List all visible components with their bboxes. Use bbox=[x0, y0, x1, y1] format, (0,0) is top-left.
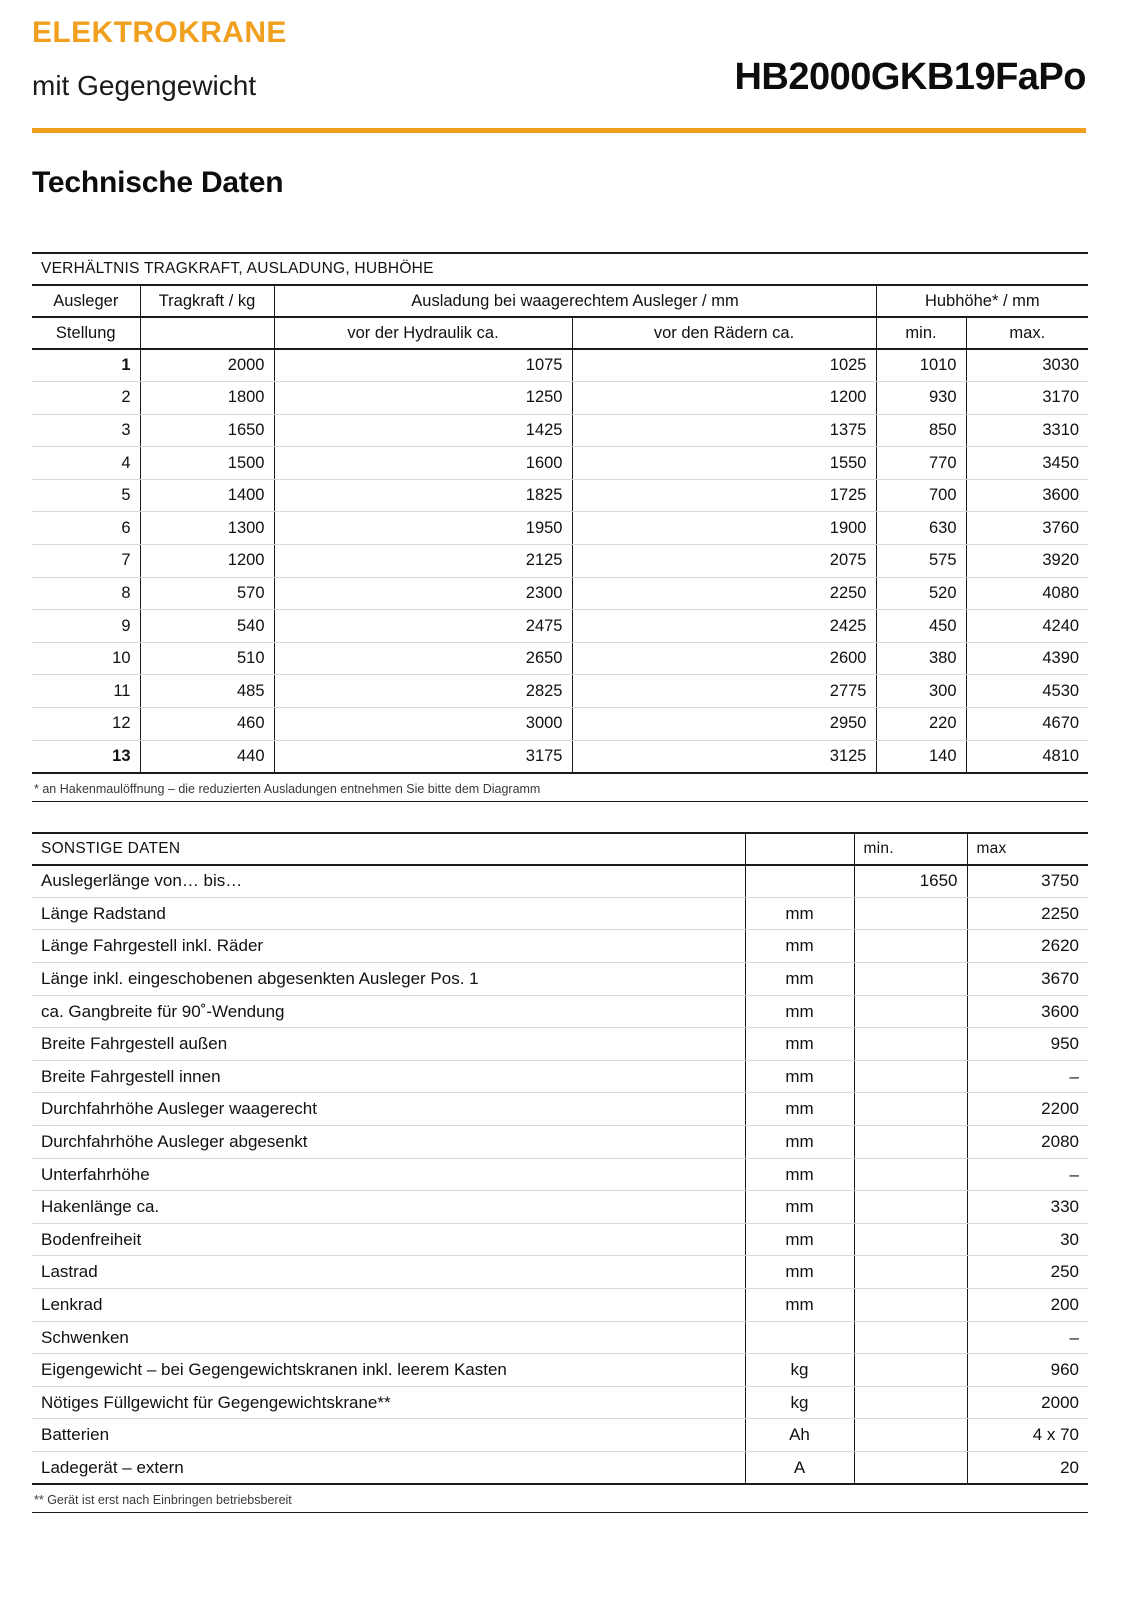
table-row bbox=[32, 1060, 1088, 1093]
cell-unit: kg bbox=[745, 1386, 854, 1419]
cell-max-value: 2080 bbox=[967, 1125, 1088, 1158]
cell-unit: mm bbox=[745, 1256, 854, 1289]
cell-parameter-label: Breite Fahrgestell innen bbox=[32, 1060, 745, 1093]
col-header-stellung: Stellung bbox=[32, 317, 140, 349]
cell-max-value: 4 x 70 bbox=[967, 1419, 1088, 1452]
cell-ausladung-hydraulik: 2825 bbox=[274, 675, 572, 708]
table1-header-row-1 bbox=[32, 285, 1088, 317]
page-title: Technische Daten bbox=[32, 166, 284, 199]
cell-hubhoehe-max: 3450 bbox=[966, 447, 1088, 480]
col-header-vor-hydraulik: vor der Hydraulik ca. bbox=[274, 317, 572, 349]
cell-stellung: 10 bbox=[32, 642, 140, 675]
cell-stellung: 7 bbox=[32, 545, 140, 578]
cell-ausladung-raeder: 2600 bbox=[572, 642, 876, 675]
cell-stellung: 3 bbox=[32, 414, 140, 447]
col-header-ausleger: Ausleger bbox=[32, 285, 140, 317]
cell-ausladung-raeder: 1900 bbox=[572, 512, 876, 545]
cell-ausladung-hydraulik: 1425 bbox=[274, 414, 572, 447]
cell-ausladung-hydraulik: 1600 bbox=[274, 447, 572, 480]
cell-stellung: 8 bbox=[32, 577, 140, 610]
table-row bbox=[32, 1223, 1088, 1256]
cell-tragkraft: 440 bbox=[140, 740, 274, 773]
table2-caption-row bbox=[32, 833, 1088, 865]
cell-unit bbox=[745, 1321, 854, 1354]
cell-parameter-label: Länge Fahrgestell inkl. Räder bbox=[32, 930, 745, 963]
table-row bbox=[32, 740, 1088, 773]
cell-ausladung-raeder: 2425 bbox=[572, 610, 876, 643]
cell-unit: mm bbox=[745, 1060, 854, 1093]
cell-parameter-label: Batterien bbox=[32, 1419, 745, 1452]
cell-ausladung-raeder: 1550 bbox=[572, 447, 876, 480]
cell-parameter-label: Länge Radstand bbox=[32, 897, 745, 930]
cell-unit: mm bbox=[745, 930, 854, 963]
table-row bbox=[32, 414, 1088, 447]
table2-caption: SONSTIGE DATEN bbox=[32, 833, 745, 865]
cell-ausladung-raeder: 3125 bbox=[572, 740, 876, 773]
cell-hubhoehe-max: 3600 bbox=[966, 479, 1088, 512]
misc-table bbox=[32, 832, 1088, 1485]
cell-ausladung-raeder: 1725 bbox=[572, 479, 876, 512]
cell-parameter-label: Durchfahrhöhe Ausleger abgesenkt bbox=[32, 1125, 745, 1158]
cell-stellung: 13 bbox=[32, 740, 140, 773]
cell-unit: mm bbox=[745, 1028, 854, 1061]
cell-parameter-label: Auslegerlänge von… bis… bbox=[32, 865, 745, 898]
cell-min-value bbox=[854, 1028, 967, 1061]
cell-ausladung-hydraulik: 3175 bbox=[274, 740, 572, 773]
cell-ausladung-raeder: 2775 bbox=[572, 675, 876, 708]
cell-max-value: 200 bbox=[967, 1288, 1088, 1321]
cell-tragkraft: 1400 bbox=[140, 479, 274, 512]
cell-tragkraft: 540 bbox=[140, 610, 274, 643]
cell-unit: mm bbox=[745, 1223, 854, 1256]
col-header-hub-max: max. bbox=[966, 317, 1088, 349]
cell-min-value bbox=[854, 1386, 967, 1419]
cell-ausladung-hydraulik: 2650 bbox=[274, 642, 572, 675]
cell-stellung: 2 bbox=[32, 382, 140, 415]
cell-parameter-label: Unterfahrhöhe bbox=[32, 1158, 745, 1191]
cell-unit: Ah bbox=[745, 1419, 854, 1452]
cell-max-value: 2200 bbox=[967, 1093, 1088, 1126]
table-row bbox=[32, 1191, 1088, 1224]
table-row bbox=[32, 545, 1088, 578]
col-header-blank bbox=[140, 317, 274, 349]
cell-hubhoehe-max: 3310 bbox=[966, 414, 1088, 447]
cell-hubhoehe-min: 700 bbox=[876, 479, 966, 512]
cell-unit: mm bbox=[745, 1288, 854, 1321]
cell-parameter-label: Lenkrad bbox=[32, 1288, 745, 1321]
cell-ausladung-hydraulik: 2125 bbox=[274, 545, 572, 578]
table-row bbox=[32, 708, 1088, 741]
table-row bbox=[32, 963, 1088, 996]
table2-header-unit bbox=[745, 833, 854, 865]
cell-hubhoehe-max: 3170 bbox=[966, 382, 1088, 415]
table-row bbox=[32, 1451, 1088, 1484]
cell-hubhoehe-min: 520 bbox=[876, 577, 966, 610]
cell-stellung: 5 bbox=[32, 479, 140, 512]
cell-unit: A bbox=[745, 1451, 854, 1484]
cell-hubhoehe-min: 300 bbox=[876, 675, 966, 708]
cell-ausladung-hydraulik: 1950 bbox=[274, 512, 572, 545]
cell-hubhoehe-max: 3920 bbox=[966, 545, 1088, 578]
table-row bbox=[32, 1093, 1088, 1126]
table2-header-min: min. bbox=[854, 833, 967, 865]
cell-tragkraft: 1650 bbox=[140, 414, 274, 447]
cell-min-value bbox=[854, 1419, 967, 1452]
table1-caption: VERHÄLTNIS TRAGKRAFT, AUSLADUNG, HUBHÖHE bbox=[32, 253, 1088, 285]
cell-unit: mm bbox=[745, 995, 854, 1028]
cell-parameter-label: Bodenfreiheit bbox=[32, 1223, 745, 1256]
cell-max-value: 2620 bbox=[967, 930, 1088, 963]
cell-parameter-label: Nötiges Füllgewicht für Gegengewichtskrane** bbox=[32, 1386, 745, 1419]
brand-category: ELEKTROKRANE bbox=[32, 16, 287, 49]
col-header-tragkraft: Tragkraft / kg bbox=[140, 285, 274, 317]
table-row bbox=[32, 865, 1088, 898]
cell-parameter-label: Breite Fahrgestell außen bbox=[32, 1028, 745, 1061]
cell-min-value bbox=[854, 897, 967, 930]
table-row bbox=[32, 1256, 1088, 1289]
cell-hubhoehe-max: 3760 bbox=[966, 512, 1088, 545]
cell-hubhoehe-max: 4390 bbox=[966, 642, 1088, 675]
cell-stellung: 6 bbox=[32, 512, 140, 545]
cell-hubhoehe-max: 4240 bbox=[966, 610, 1088, 643]
cell-parameter-label: Ladegerät – extern bbox=[32, 1451, 745, 1484]
table-row bbox=[32, 512, 1088, 545]
cell-max-value: 2000 bbox=[967, 1386, 1088, 1419]
cell-min-value bbox=[854, 1256, 967, 1289]
table-row bbox=[32, 1354, 1088, 1387]
table2-footnote: ** Gerät ist erst nach Einbringen betriebsbereit bbox=[32, 1485, 1088, 1513]
cell-tragkraft: 2000 bbox=[140, 349, 274, 382]
cell-min-value: 1650 bbox=[854, 865, 967, 898]
cell-min-value bbox=[854, 1321, 967, 1354]
cell-max-value: 3750 bbox=[967, 865, 1088, 898]
table-row bbox=[32, 577, 1088, 610]
cell-min-value bbox=[854, 1223, 967, 1256]
cell-unit: mm bbox=[745, 963, 854, 996]
cell-max-value: 960 bbox=[967, 1354, 1088, 1387]
cell-tragkraft: 570 bbox=[140, 577, 274, 610]
table-row bbox=[32, 675, 1088, 708]
cell-parameter-label: Länge inkl. eingeschobenen abgesenkten Ausleger Pos. 1 bbox=[32, 963, 745, 996]
table-row bbox=[32, 1028, 1088, 1061]
cell-hubhoehe-min: 930 bbox=[876, 382, 966, 415]
cell-stellung: 4 bbox=[32, 447, 140, 480]
cell-hubhoehe-max: 4530 bbox=[966, 675, 1088, 708]
cell-hubhoehe-min: 1010 bbox=[876, 349, 966, 382]
table-row bbox=[32, 479, 1088, 512]
table-row bbox=[32, 1158, 1088, 1191]
cell-unit: mm bbox=[745, 1093, 854, 1126]
cell-hubhoehe-min: 770 bbox=[876, 447, 966, 480]
cell-max-value: 950 bbox=[967, 1028, 1088, 1061]
cell-min-value bbox=[854, 1060, 967, 1093]
col-header-hub-min: min. bbox=[876, 317, 966, 349]
loadchart-table bbox=[32, 252, 1088, 774]
misc-table-wrap bbox=[32, 832, 1088, 1513]
col-header-hubhoehe: Hubhöhe* / mm bbox=[876, 285, 1088, 317]
cell-max-value: 3670 bbox=[967, 963, 1088, 996]
cell-hubhoehe-min: 380 bbox=[876, 642, 966, 675]
cell-ausladung-raeder: 1375 bbox=[572, 414, 876, 447]
cell-parameter-label: Hakenlänge ca. bbox=[32, 1191, 745, 1224]
cell-hubhoehe-min: 140 bbox=[876, 740, 966, 773]
table-row bbox=[32, 447, 1088, 480]
cell-tragkraft: 510 bbox=[140, 642, 274, 675]
document-header bbox=[32, 0, 1110, 128]
cell-stellung: 9 bbox=[32, 610, 140, 643]
table-row bbox=[32, 349, 1088, 382]
cell-hubhoehe-min: 575 bbox=[876, 545, 966, 578]
table-row bbox=[32, 642, 1088, 675]
cell-parameter-label: Lastrad bbox=[32, 1256, 745, 1289]
cell-max-value: – bbox=[967, 1060, 1088, 1093]
cell-parameter-label: Durchfahrhöhe Ausleger waagerecht bbox=[32, 1093, 745, 1126]
table2-body bbox=[32, 865, 1088, 1484]
cell-unit: mm bbox=[745, 1158, 854, 1191]
cell-unit: mm bbox=[745, 897, 854, 930]
cell-hubhoehe-max: 4670 bbox=[966, 708, 1088, 741]
cell-parameter-label: Schwenken bbox=[32, 1321, 745, 1354]
table-row bbox=[32, 1125, 1088, 1158]
cell-ausladung-hydraulik: 1250 bbox=[274, 382, 572, 415]
cell-min-value bbox=[854, 1451, 967, 1484]
cell-ausladung-raeder: 2250 bbox=[572, 577, 876, 610]
table1-body bbox=[32, 349, 1088, 773]
cell-min-value bbox=[854, 1191, 967, 1224]
table-row bbox=[32, 1419, 1088, 1452]
cell-tragkraft: 460 bbox=[140, 708, 274, 741]
brand-block bbox=[32, 18, 287, 100]
cell-ausladung-hydraulik: 3000 bbox=[274, 708, 572, 741]
cell-min-value bbox=[854, 995, 967, 1028]
table1-footnote: * an Hakenmaulöffnung – die reduzierten Ausladungen entnehmen Sie bitte dem Diagramm bbox=[32, 774, 1088, 802]
cell-unit: mm bbox=[745, 1191, 854, 1224]
cell-unit: kg bbox=[745, 1354, 854, 1387]
cell-ausladung-raeder: 2075 bbox=[572, 545, 876, 578]
cell-hubhoehe-min: 850 bbox=[876, 414, 966, 447]
cell-ausladung-raeder: 1025 bbox=[572, 349, 876, 382]
cell-stellung: 1 bbox=[32, 349, 140, 382]
cell-hubhoehe-min: 220 bbox=[876, 708, 966, 741]
loadchart-table-wrap bbox=[32, 252, 1088, 802]
table-row bbox=[32, 1321, 1088, 1354]
cell-ausladung-raeder: 2950 bbox=[572, 708, 876, 741]
cell-max-value: 2250 bbox=[967, 897, 1088, 930]
cell-tragkraft: 1200 bbox=[140, 545, 274, 578]
table-row bbox=[32, 1386, 1088, 1419]
accent-rule bbox=[32, 128, 1086, 133]
brand-subtitle: mit Gegengewicht bbox=[32, 70, 257, 101]
cell-ausladung-hydraulik: 1825 bbox=[274, 479, 572, 512]
table-row bbox=[32, 610, 1088, 643]
cell-min-value bbox=[854, 1093, 967, 1126]
cell-hubhoehe-max: 3030 bbox=[966, 349, 1088, 382]
cell-min-value bbox=[854, 1354, 967, 1387]
cell-tragkraft: 1800 bbox=[140, 382, 274, 415]
table-row bbox=[32, 382, 1088, 415]
cell-max-value: 330 bbox=[967, 1191, 1088, 1224]
cell-min-value bbox=[854, 1288, 967, 1321]
col-header-ausladung: Ausladung bei waagerechtem Ausleger / mm bbox=[274, 285, 876, 317]
cell-stellung: 12 bbox=[32, 708, 140, 741]
cell-unit bbox=[745, 865, 854, 898]
cell-min-value bbox=[854, 1158, 967, 1191]
table-row bbox=[32, 1288, 1088, 1321]
cell-hubhoehe-max: 4080 bbox=[966, 577, 1088, 610]
col-header-vor-raedern: vor den Rädern ca. bbox=[572, 317, 876, 349]
cell-min-value bbox=[854, 930, 967, 963]
cell-min-value bbox=[854, 1125, 967, 1158]
cell-stellung: 11 bbox=[32, 675, 140, 708]
cell-hubhoehe-max: 4810 bbox=[966, 740, 1088, 773]
cell-unit: mm bbox=[745, 1125, 854, 1158]
model-code: HB2000GKB19FaPo bbox=[734, 56, 1086, 98]
cell-min-value bbox=[854, 963, 967, 996]
cell-ausladung-hydraulik: 2475 bbox=[274, 610, 572, 643]
cell-max-value: 20 bbox=[967, 1451, 1088, 1484]
cell-tragkraft: 1300 bbox=[140, 512, 274, 545]
table1-caption-row bbox=[32, 253, 1088, 285]
table-row bbox=[32, 897, 1088, 930]
table-row bbox=[32, 995, 1088, 1028]
table-row bbox=[32, 930, 1088, 963]
cell-ausladung-raeder: 1200 bbox=[572, 382, 876, 415]
cell-parameter-label: Eigengewicht – bei Gegengewichtskranen inkl. leerem Kasten bbox=[32, 1354, 745, 1387]
table2-header-max: max bbox=[967, 833, 1088, 865]
cell-max-value: – bbox=[967, 1321, 1088, 1354]
cell-ausladung-hydraulik: 1075 bbox=[274, 349, 572, 382]
cell-ausladung-hydraulik: 2300 bbox=[274, 577, 572, 610]
cell-tragkraft: 1500 bbox=[140, 447, 274, 480]
cell-max-value: 250 bbox=[967, 1256, 1088, 1289]
cell-max-value: 3600 bbox=[967, 995, 1088, 1028]
cell-max-value: 30 bbox=[967, 1223, 1088, 1256]
cell-max-value: – bbox=[967, 1158, 1088, 1191]
cell-tragkraft: 485 bbox=[140, 675, 274, 708]
cell-hubhoehe-min: 450 bbox=[876, 610, 966, 643]
cell-hubhoehe-min: 630 bbox=[876, 512, 966, 545]
cell-parameter-label: ca. Gangbreite für 90˚-Wendung bbox=[32, 995, 745, 1028]
table1-header-row-2 bbox=[32, 317, 1088, 349]
